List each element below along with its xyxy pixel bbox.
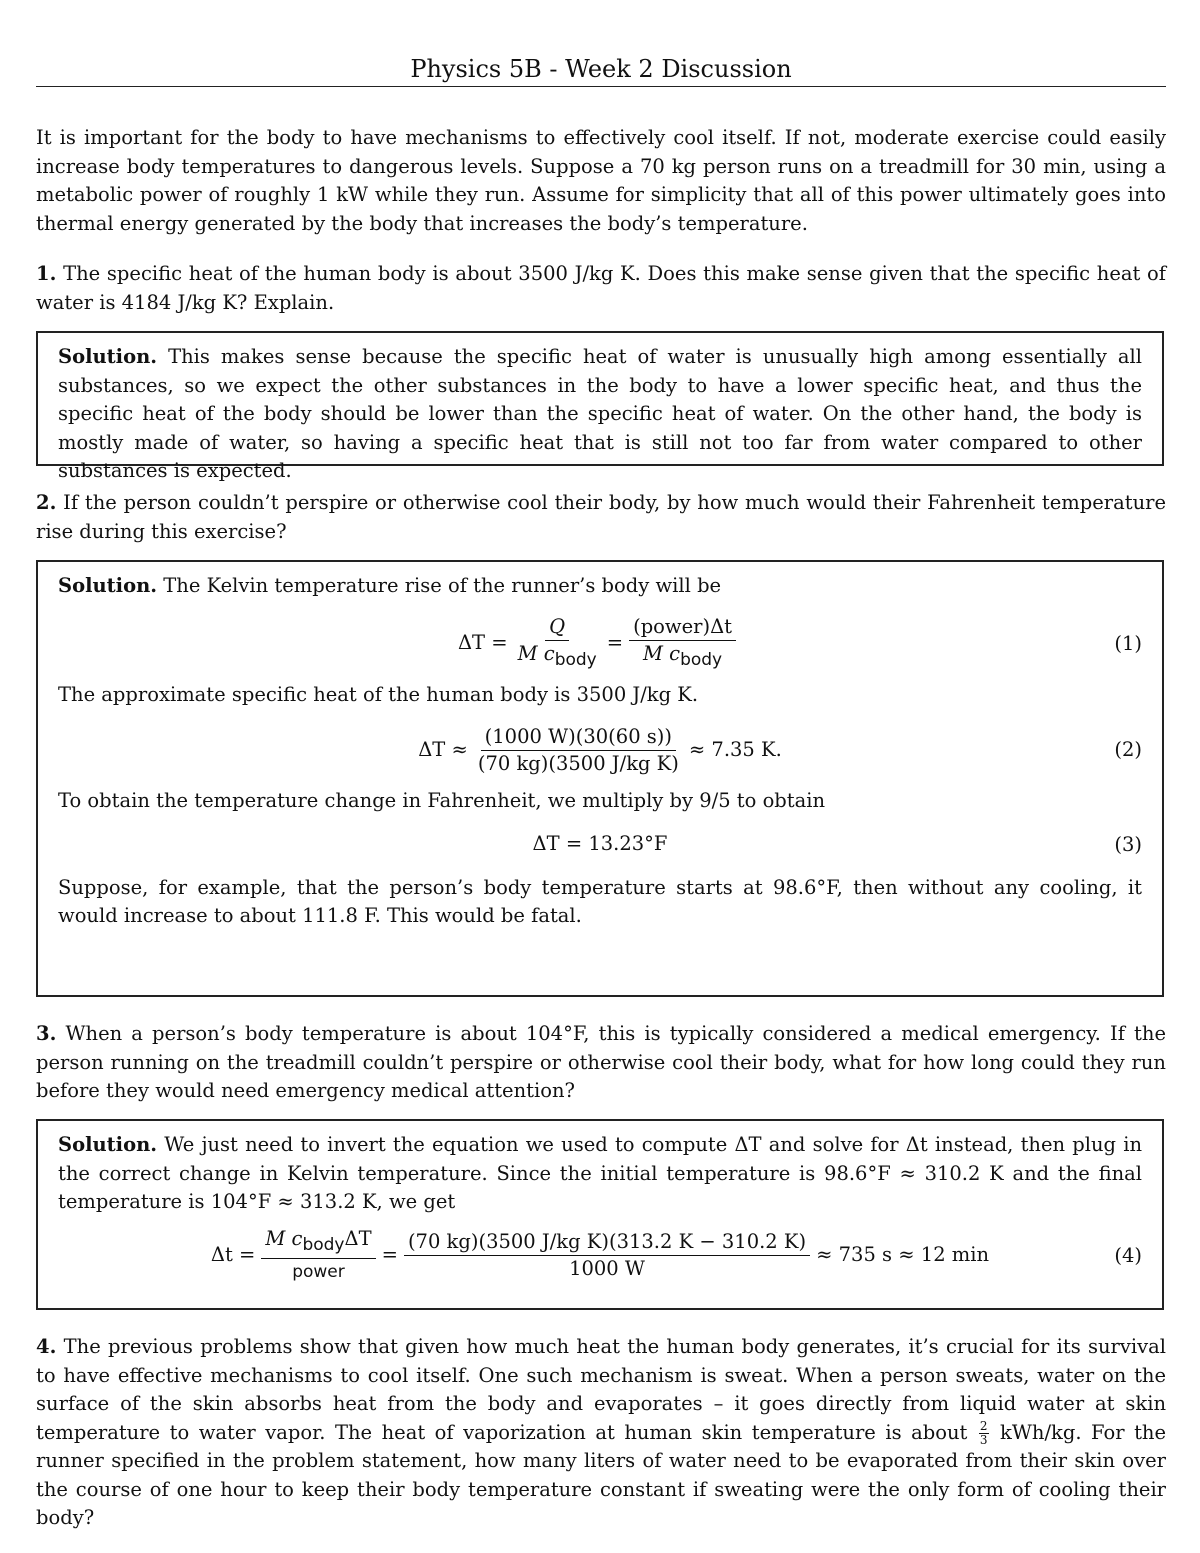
eq2-denominator: (70 kg)(3500 J/kg K) (477, 751, 679, 775)
eq4-fraction-1 (261, 1226, 375, 1285)
solution-2-para-3: To obtain the temperature change in Fahrenheit, we multiply by 9/5 to obtain (58, 789, 826, 812)
solution-3-box (36, 1119, 1164, 1310)
eq1-f2-den: M c (642, 642, 681, 666)
eq1-number: (1) (1114, 631, 1142, 655)
solution-3-label: Solution. (58, 1133, 158, 1156)
eq4-equals: = (381, 1243, 398, 1267)
eq4-f1-num: M c (265, 1227, 303, 1251)
eq4-number: (4) (1114, 1243, 1142, 1267)
solution-1-text: This makes sense because the specific heat of water is unusually high among essentially all substances, so we expect the other substances in the body to have a lower specific heat, and thus the specific heat of the body should be lower than the specific heat of water. On the other hand, the body is mostly made of water, so having a specific heat that is still not too far from water compared to other substances is expected. (58, 345, 1142, 482)
eq4-rhs: ≈ 735 s ≈ 12 min (816, 1243, 990, 1267)
eq1-f2-num: (power)Δt (629, 614, 736, 641)
solution-1-box (36, 331, 1164, 482)
eq1-f1-den: M c (517, 642, 555, 666)
question-4-text-b: kWh/kg. For the runner specified in the problem statement, how many liters of water need to be evaporated from their skin over the course of one hour to keep their body temperature constant if sweating were the only form of cooling their body? (36, 1420, 1167, 1529)
eq2-fraction (474, 724, 683, 777)
eq2-numerator: (1000 W)(30(60 s)) (481, 724, 676, 751)
q4-fraction (979, 1420, 989, 1447)
equation-2 (58, 719, 1142, 781)
question-4-text-a: The previous problems show that given how much heat the human body generates, it’s crucial for its survival to have effective mechanisms to cool itself. One such mechanism is sweat. When a person sweats, water on the surface of the skin absorbs heat from the body and evaporates – it goes directly from liquid water at skin temperature to water vapor. The heat of vaporization at human skin temperature is about (36, 1335, 1166, 1444)
eq1-fraction-2 (629, 614, 736, 673)
question-3-number: 3. (36, 1022, 57, 1045)
question-3 (36, 1020, 1166, 1106)
eq4-fraction-2 (404, 1229, 810, 1282)
question-1-text: The specific heat of the human body is about 3500 J/kg K. Does this make sense given that the specific heat of water is 4184 J/kg K? Explain. (36, 262, 1166, 314)
equation-4 (58, 1223, 1142, 1289)
question-2-text: If the person couldn’t perspire or otherwise cool their body, by how much would their Fahrenheit temperature rise during this exercise? (36, 491, 1166, 543)
eq4-f1-num-tail: ΔT (344, 1227, 372, 1251)
eq2-lhs: ΔT ≈ (418, 737, 468, 761)
eq1-equals: = (606, 631, 624, 655)
solution-2-intro: The Kelvin temperature rise of the runner’s body will be (163, 574, 722, 597)
question-1 (36, 260, 1166, 317)
eq3-text: ΔT = 13.23°F (532, 832, 668, 856)
eq4-f1-den: power (292, 1261, 345, 1282)
eq4-f1-sub: body (302, 1234, 345, 1255)
page-title: Physics 5B - Week 2 Discussion (36, 54, 1166, 87)
solution-3-text: We just need to invert the equation we used to compute ΔT and solve for Δt instead, then plug in the correct change in Kelvin temperature. Since the initial temperature is 98.6°F ≈ 310.2 K and the final temperature is 104°F ≈ 313.2 K, we get (58, 1133, 1143, 1213)
solution-2-label: Solution. (58, 574, 158, 597)
solution-2-box (36, 560, 1164, 997)
eq1-f1-num: Q (549, 615, 566, 639)
equation-3 (58, 820, 1142, 870)
question-4 (36, 1333, 1166, 1533)
question-2-number: 2. (36, 491, 57, 514)
q4-frac-den: 3 (979, 1432, 988, 1447)
eq1-f2-sub: body (680, 649, 723, 670)
eq1-f1-sub: body (554, 649, 597, 670)
eq1-fraction-1 (514, 614, 601, 673)
eq2-number: (2) (1114, 737, 1142, 761)
solution-2-para-2: The approximate specific heat of the human body is 3500 J/kg K. (58, 682, 699, 706)
question-2 (36, 489, 1166, 546)
solution-2-para-4: Suppose, for example, that the person’s body temperature starts at 98.6°F, then without any cooling, it would increase to about 111.8 F. This would be fatal. (58, 875, 1142, 927)
eq2-rhs: ≈ 7.35 K. (688, 737, 782, 761)
question-3-text: When a person’s body temperature is about 104°F, this is typically considered a medical emergency. If the person running on the treadmill couldn’t perspire or otherwise cool their body, what for how long could they run before they would need emergency medical attention? (36, 1022, 1166, 1102)
eq1-lhs: ΔT = (457, 631, 508, 655)
question-4-number: 4. (36, 1335, 57, 1358)
eq3-number: (3) (1114, 832, 1142, 856)
eq4-lhs: Δt = (210, 1243, 256, 1267)
eq4-f2-den: 1000 W (569, 1257, 645, 1280)
question-1-number: 1. (36, 262, 57, 285)
eq4-f2-num: (70 kg)(3500 J/kg K)(313.2 K − 310.2 K) (404, 1229, 810, 1256)
q4-frac-num: 2 (979, 1418, 988, 1433)
equation-1 (58, 611, 1142, 677)
intro-paragraph: It is important for the body to have mechanisms to effectively cool itself. If not, moderate exercise could easily increase body temperatures to dangerous levels. Suppose a 70 kg person runs on a treadmill for 30 min, using a metabolic power of roughly 1 kW while they run. Assume for simplicity that all of this power ultimately goes into thermal energy generated by the body that increases the body’s temperature. (36, 126, 1166, 235)
solution-1-label: Solution. (58, 345, 158, 368)
